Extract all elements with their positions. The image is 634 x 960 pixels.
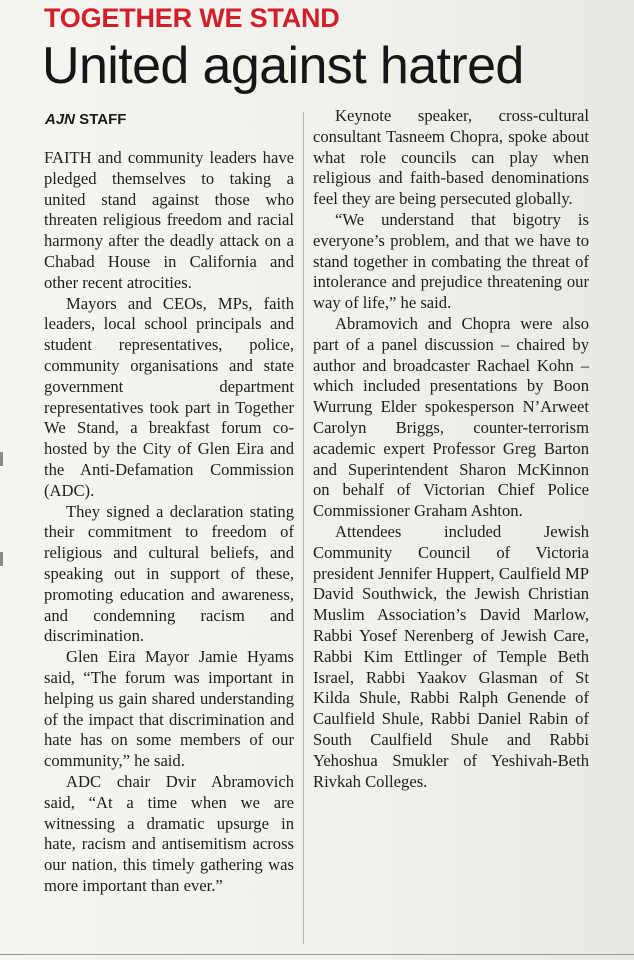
paragraph: They signed a declaration stating their commitment to freedom of religious and cultural beliefs, and speaking out in support of these, promoting education and awareness, and condemning racism and discrimination. bbox=[44, 501, 294, 646]
article-column-right bbox=[313, 106, 589, 792]
paragraph: Attendees included Jewish Community Council of Victoria president Jennifer Huppert, Caulfield MP David Southwick, the Jewish Christian Muslim Association’s David Marlow, Rabbi Yosef Nerenberg of Jewish Care, Rabbi Kim Ettlinger of Temple Beth Israel, Rabbi Yaakov Glasman of St Kilda Shule, Rabbi Ralph Genende of Caulfield Shule, Rabbi Daniel Rabin of South Caulfield Shule and Rabbi Yehoshua Smukler of Yeshivah-Beth Rivkah Colleges. bbox=[313, 521, 589, 791]
paragraph: Mayors and CEOs, MPs, faith leaders, local school principals and student representatives, police, community organisations and state government department representatives took part in Together We Stand, a breakfast forum co-hosted by the City of Glen Eira and the Anti-Defamation Commission (ADC). bbox=[44, 293, 294, 500]
paragraph: ADC chair Dvir Abramovich said, “At a time when we are witnessing a dramatic upsurge in hate, racism and antisemitism across our nation, this timely gathering was more important than ever.” bbox=[44, 771, 294, 895]
paragraph: Abramovich and Chopra were also part of a panel discussion – chaired by author and broadcaster Rachael Kohn – which included presentations by Boon Wurrung Elder spokesperson N’Arweet Carolyn Briggs, counter-terrorism academic expert Professor Greg Barton and Superintendent Sharon McKinnon on behalf of Victorian Chief Police Commissioner Graham Ashton. bbox=[313, 313, 589, 521]
byline bbox=[45, 110, 126, 130]
paragraph: FAITH and community leaders have pledged themselves to taking a united stand against those who threaten religious freedom and racial harmony after the deadly attack on a Chabad House in California and other recent atrocities. bbox=[44, 148, 294, 292]
section-kicker: TOGETHER WE STAND bbox=[44, 3, 340, 33]
bottom-rule bbox=[0, 954, 634, 955]
paragraph: Keynote speaker, cross-cultural consultant Tasneem Chopra, spoke about what role councils can play when religious and faith-based denominations feel they are being persecuted globally. bbox=[313, 106, 589, 209]
paragraph: “We understand that bigotry is everyone’s problem, and that we have to stand together in combating the threat of intolerance and prejudice threatening our way of life,” he said. bbox=[313, 209, 589, 313]
byline-role: STAFF bbox=[75, 111, 127, 128]
page-edge-mark bbox=[0, 552, 3, 566]
article-column-left bbox=[44, 148, 294, 897]
paragraph: Glen Eira Mayor Jamie Hyams said, “The forum was important in helping us gain shared understanding of the impact that discrimination and hate has on some members of our community,” he said. bbox=[44, 647, 294, 771]
page-edge-mark bbox=[0, 452, 3, 466]
byline-publication: AJN bbox=[45, 111, 76, 128]
article-headline: United against hatred bbox=[42, 37, 524, 95]
column-divider bbox=[303, 112, 304, 944]
